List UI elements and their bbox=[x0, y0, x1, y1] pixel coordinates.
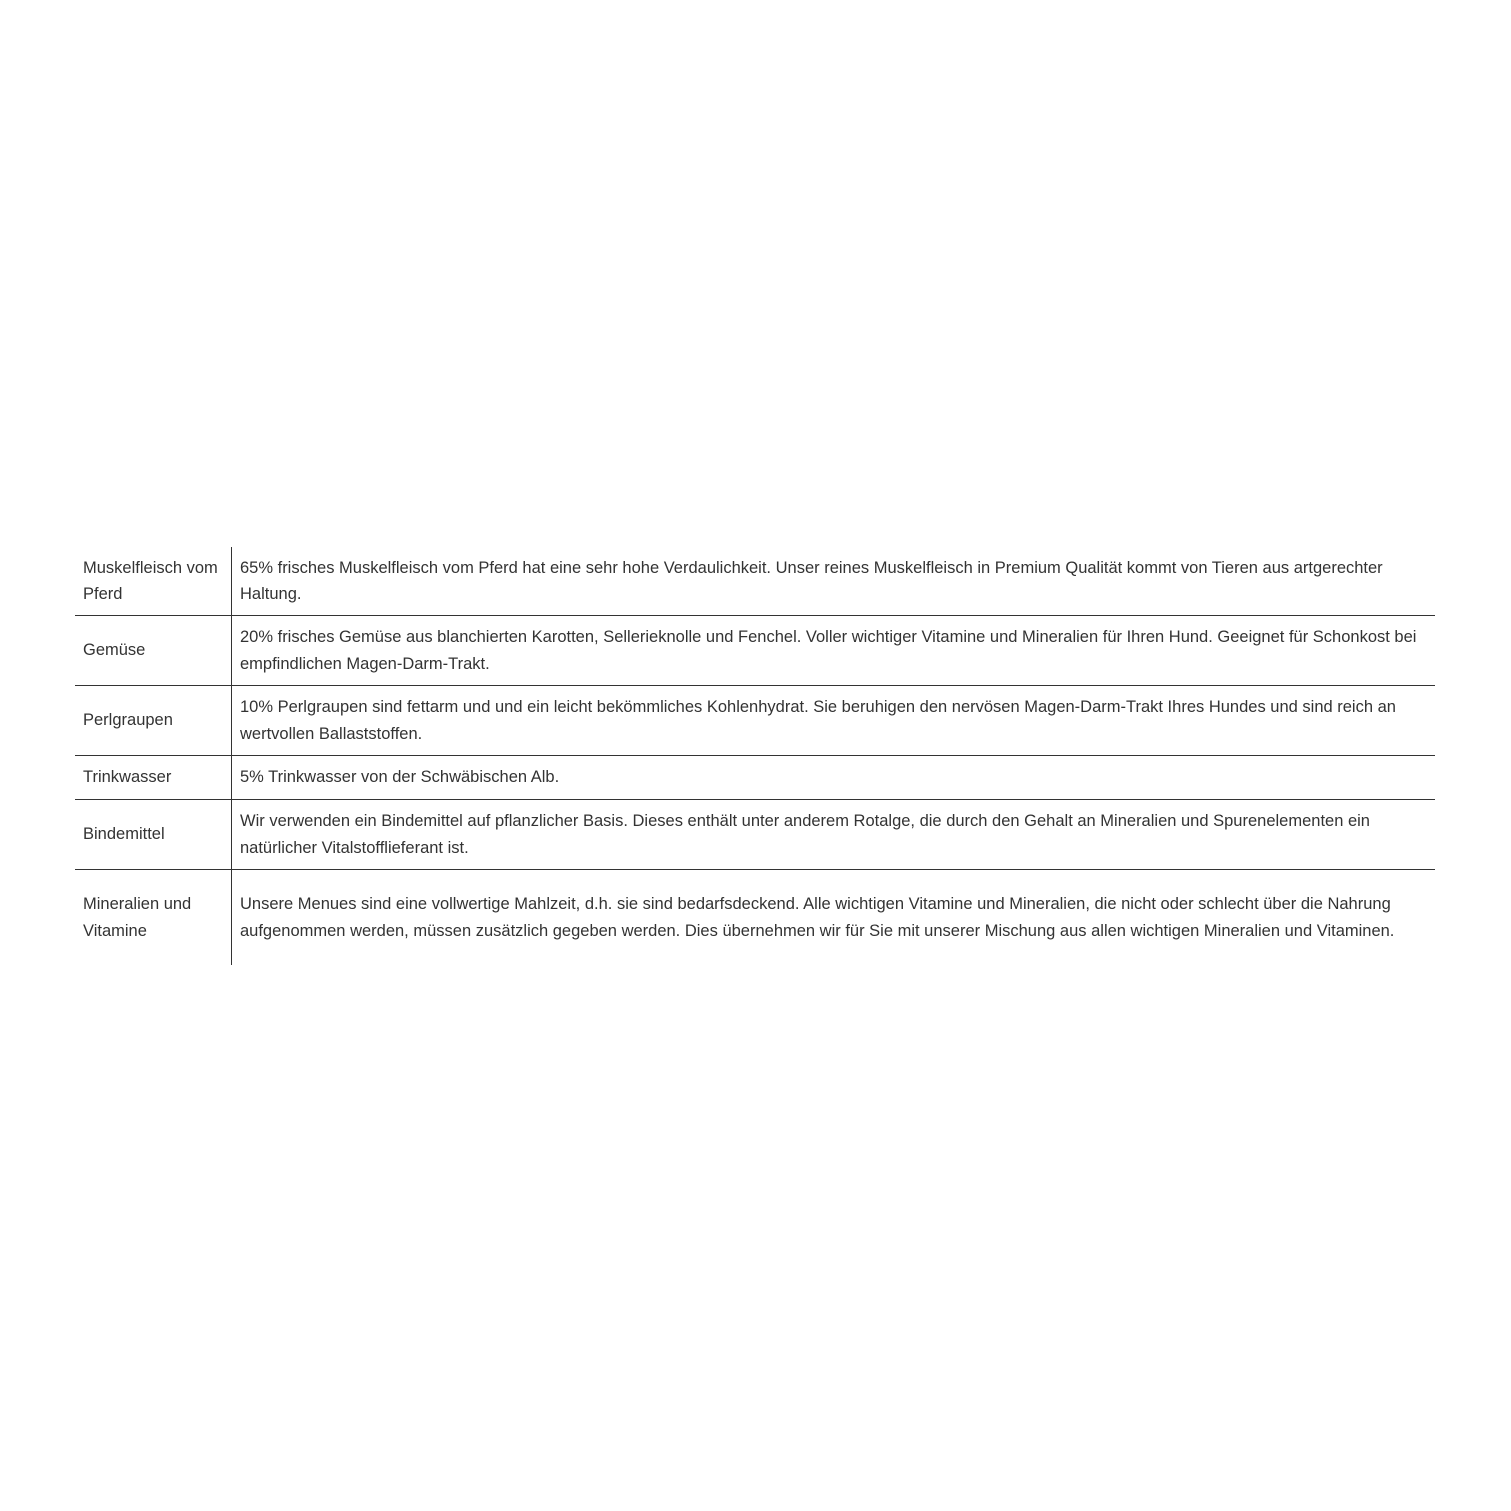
ingredient-name: Mineralien und Vitamine bbox=[75, 870, 232, 966]
ingredient-name: Perlgraupen bbox=[75, 686, 232, 756]
ingredients-table bbox=[75, 547, 1435, 965]
ingredient-description: Wir verwenden ein Bindemittel auf pflanzlicher Basis. Dieses enthält unter anderem Rotalge, die durch den Gehalt an Mineralien und Spurenelementen ein natürlicher Vitalstofflieferant ist. bbox=[232, 800, 1436, 870]
table-row bbox=[75, 756, 1435, 800]
ingredients-table-body bbox=[75, 547, 1435, 965]
ingredient-description: 5% Trinkwasser von der Schwäbischen Alb. bbox=[232, 756, 1436, 800]
ingredient-description: 10% Perlgraupen sind fettarm und und ein leicht bekömmliches Kohlenhydrat. Sie beruhigen den nervösen Magen-Darm-Trakt Ihres Hundes und sind reich an wertvollen Ballaststoffen. bbox=[232, 686, 1436, 756]
ingredient-description: 20% frisches Gemüse aus blanchierten Karotten, Sellerieknolle und Fenchel. Voller wichtiger Vitamine und Mineralien für Ihren Hund. Geeignet für Schonkost bei empfindlichen Magen-Darm-Trakt. bbox=[232, 616, 1436, 686]
ingredient-name: Trinkwasser bbox=[75, 756, 232, 800]
table-row bbox=[75, 686, 1435, 756]
ingredient-name: Gemüse bbox=[75, 616, 232, 686]
ingredient-description: Unsere Menues sind eine vollwertige Mahlzeit, d.h. sie sind bedarfsdeckend. Alle wichtigen Vitamine und Mineralien, die nicht oder schlecht über die Nahrung aufgenommen werden, müssen zusätzlich gegeben werden. Dies übernehmen wir für Sie mit unserer Mischung aus allen wichtigen Mineralien und Vitaminen. bbox=[232, 870, 1436, 966]
table-row bbox=[75, 800, 1435, 870]
ingredient-name: Bindemittel bbox=[75, 800, 232, 870]
ingredient-description: 65% frisches Muskelfleisch vom Pferd hat eine sehr hohe Verdaulichkeit. Unser reines Muskelfleisch in Premium Qualität kommt von Tieren aus artgerechter Haltung. bbox=[240, 558, 1383, 603]
table-row bbox=[75, 616, 1435, 686]
ingredient-name: Muskelfleisch vom Pferd bbox=[75, 547, 232, 616]
table-row bbox=[75, 870, 1435, 966]
table-row bbox=[75, 547, 1435, 616]
